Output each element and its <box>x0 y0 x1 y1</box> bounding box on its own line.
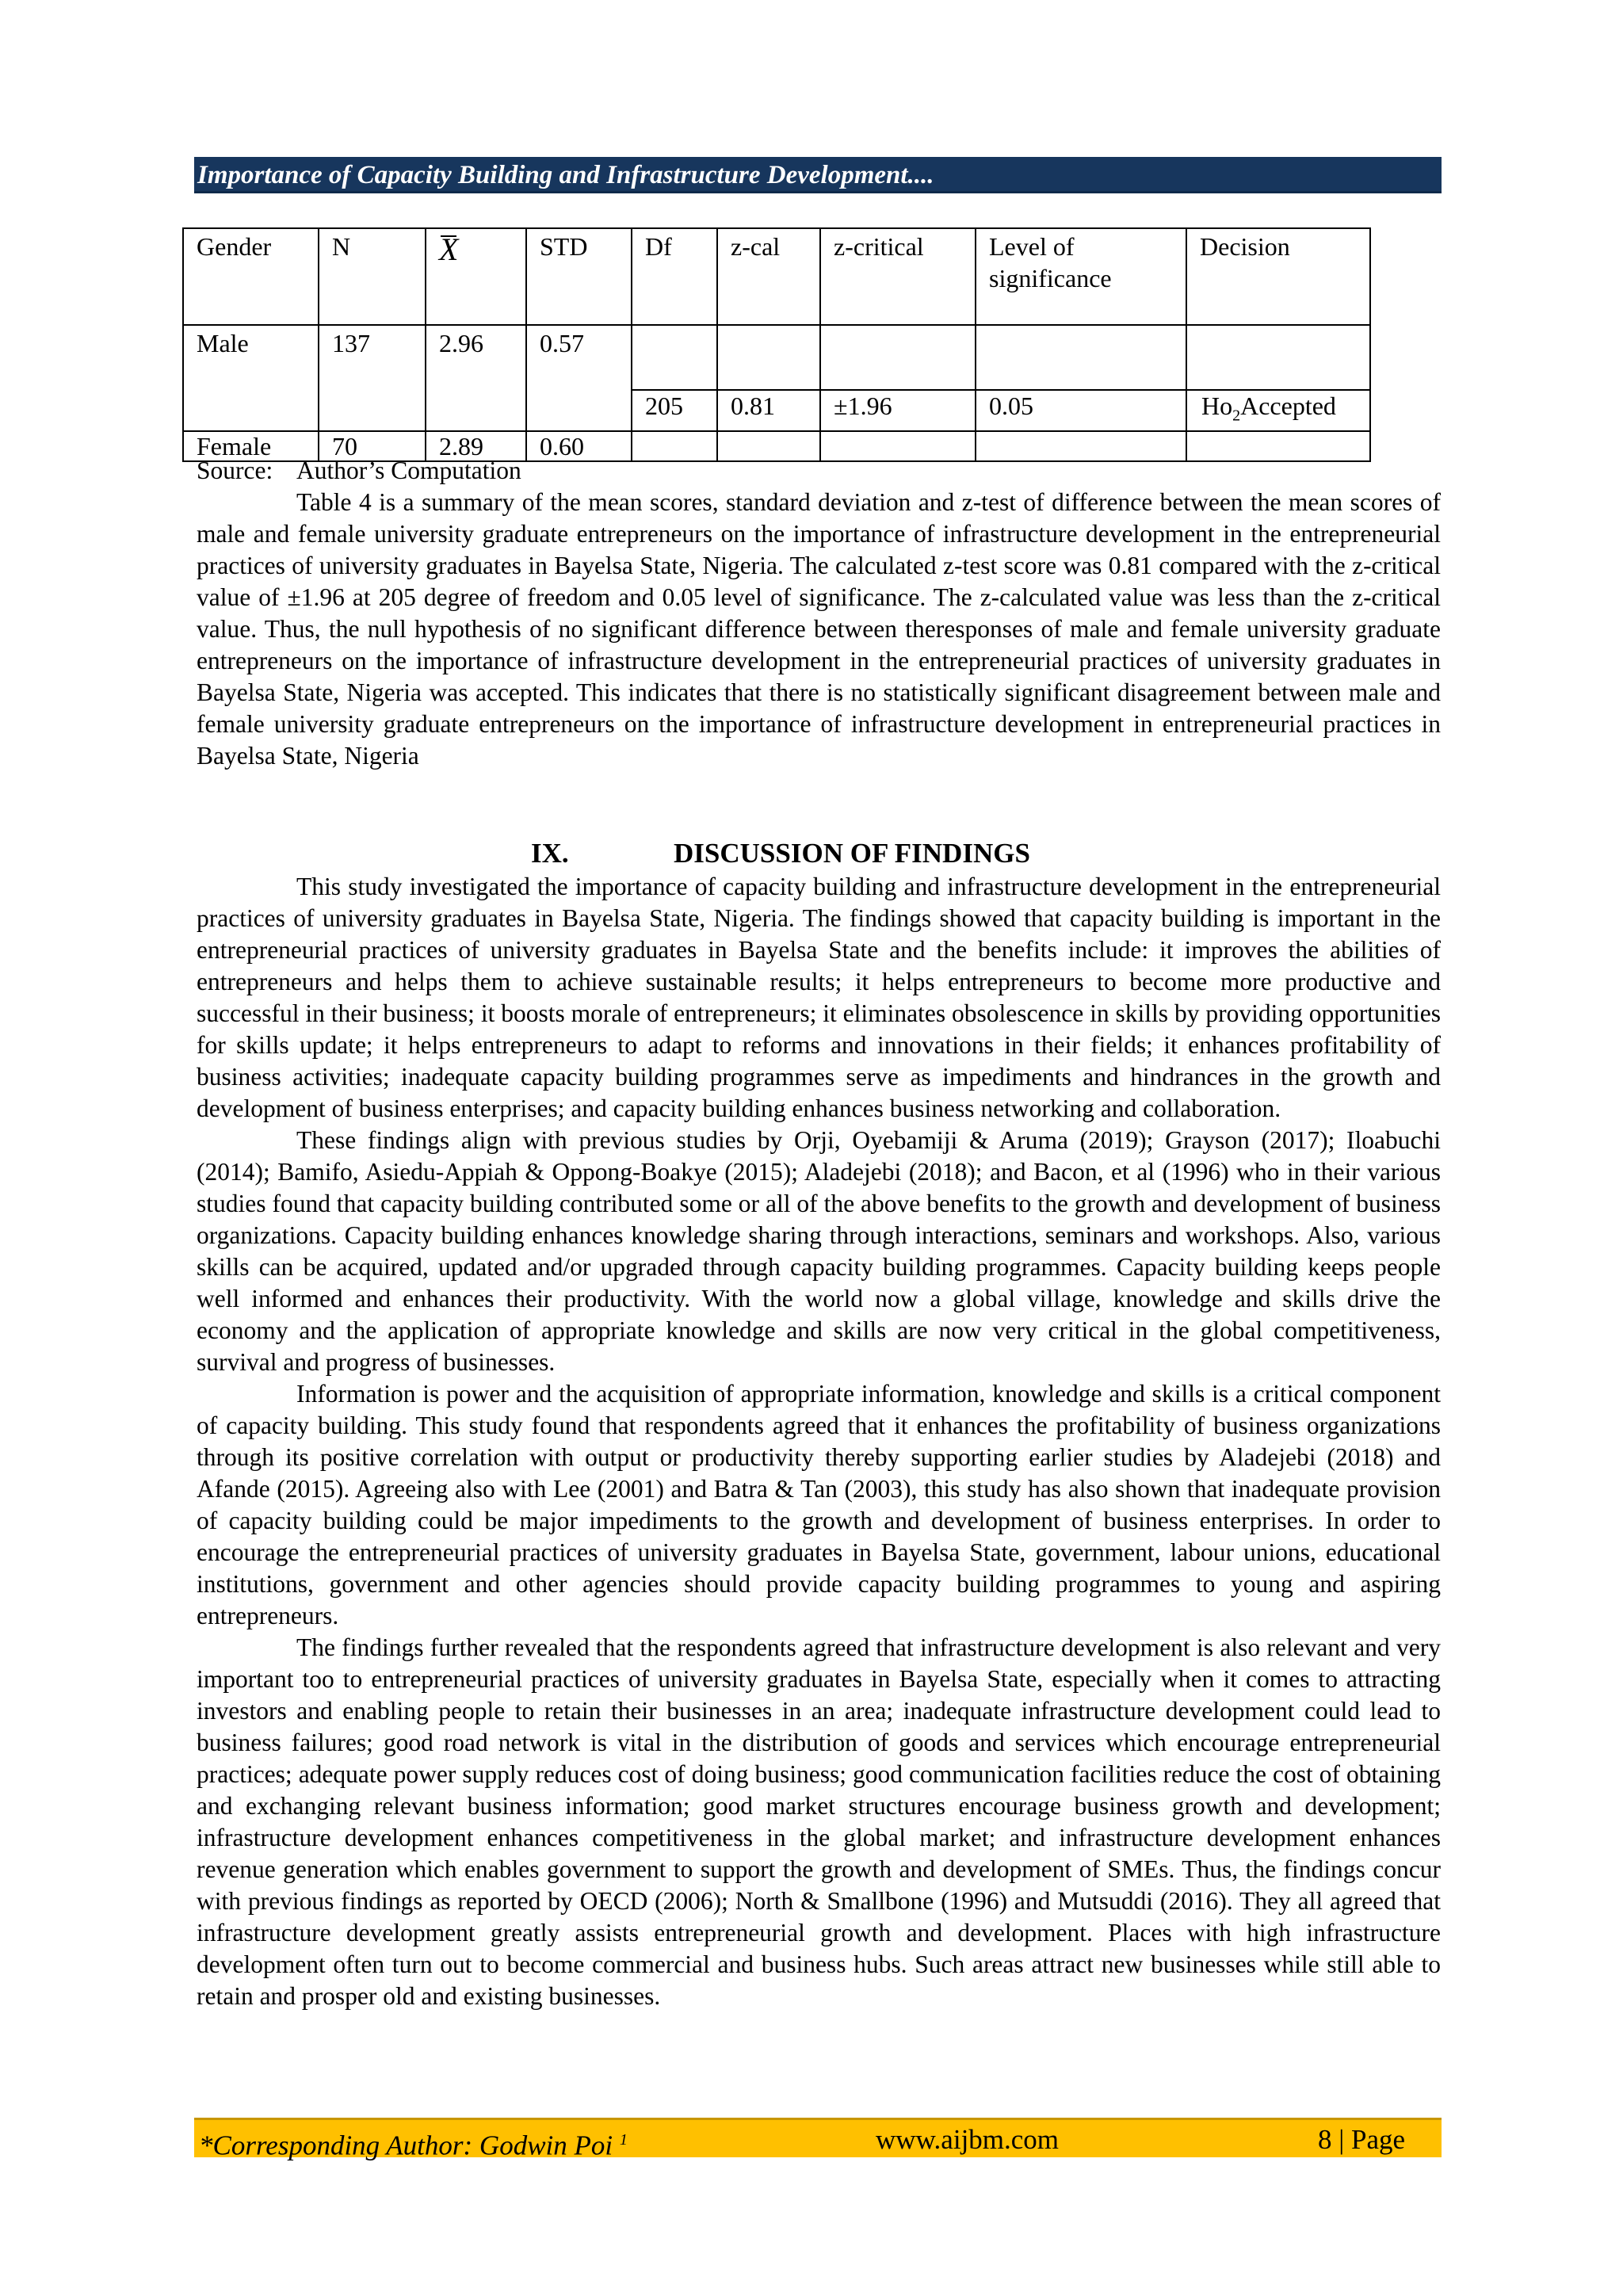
df-value: 205 <box>632 390 717 431</box>
paragraph: The findings further revealed that the respondents agreed that infrastructure development is also relevant and very important too to entrepreneurial practices of university graduates in Bayelsa State, especially when it comes to attracting investors and enabling people to retain their businesses in an area; inadequate infrastructure development could lead to business failures; good road network is vital in the distribution of goods and services which encourage entrepreneurial practices; adequate power supply reduces cost of doing business; good communication facilities reduce the cost of obtaining and exchanging relevant business information; good market structures encourage business growth and development; infrastructure development enhances competitiveness in the global market; and infrastructure development enhances revenue generation which enables government to support the growth and development of SMEs. Thus, the findings concur with previous findings as reported by OECD (2006); North & Smallbone (1996) and Mutsuddi (2016). They all agreed that infrastructure development greatly assists entrepreneurial growth and development. Places with high infrastructure development often turn out to become commercial and business hubs. Such areas attract new businesses while still able to retain and prosper old and existing businesses. <box>197 1633 1441 2010</box>
col-mean-header <box>426 228 526 325</box>
decision-value: $Ho_2Accepted$ <box>1186 390 1370 431</box>
section-heading <box>531 836 1030 871</box>
col-std-header: STD <box>526 228 632 325</box>
col-df-header: Df <box>632 228 717 325</box>
female-n: 70 <box>319 431 426 461</box>
paragraph: Information is power and the acquisition of appropriate information, knowledge and skills is a critical component of capacity building. This study found that respondents agreed that it enhances the profitability of business organizations through its positive correlation with output or productivity thereby supporting earlier studies by Aladejebi (2018) and Afande (2015). Agreeing also with Lee (2001) and Batra & Tan (2003), this study has also shown that inadequate provision of capacity building could be major impediments to the growth and development of business enterprises. In order to encourage the entrepreneurial practices of university graduates in Bayelsa State, government, labour unions, educational institutions, government and other agencies should provide capacity building programmes to young and aspiring entrepreneurs. <box>197 1380 1441 1629</box>
discussion-body <box>197 871 1441 2012</box>
corresponding-author: *Corresponding Author: Godwin Poi $^1$ <box>199 2130 628 2161</box>
table-header-row <box>183 228 1370 325</box>
col-zcrit-header: z-critical <box>820 228 976 325</box>
female-gender: Female <box>183 431 319 461</box>
table-row <box>183 325 1370 390</box>
journal-url[interactable]: www.aijbm.com <box>876 2124 1060 2155</box>
col-n-header: N <box>319 228 426 325</box>
mean-symbol: X <box>439 231 459 267</box>
zcal-value: 0.81 <box>717 390 820 431</box>
table-row <box>183 390 1370 431</box>
col-level-header: Level of significance <box>976 228 1186 325</box>
results-table <box>182 227 1371 462</box>
paragraph: This study investigated the importance of capacity building and infrastructure development in the entrepreneurial practices of university graduates in Bayelsa State, Nigeria. The findings showed that capacity building is important in the entrepreneurial practices of university graduates in Bayelsa State and the benefits include: it improves the abilities of entrepreneurs and helps them to achieve sustainable results; it helps entrepreneurs to become more productive and successful in their business; it boosts morale of entrepreneurs; it eliminates obsolescence in skills by providing opportunities for skills update; it helps entrepreneurs to adapt to reforms and innovations in their fields; it enhances profitability of business activities; inadequate capacity building programmes serve as impediments and hindrances in the growth and development of business enterprises; and capacity building enhances business networking and collaboration. <box>197 873 1441 1122</box>
page-footer <box>194 2118 1442 2161</box>
male-std: 0.57 <box>526 325 632 390</box>
male-mean: 2.96 <box>426 325 526 390</box>
level-value: 0.05 <box>976 390 1186 431</box>
female-std: 0.60 <box>526 431 632 461</box>
zcrit-value: ±1.96 <box>820 390 976 431</box>
col-gender-header: Gender <box>183 228 319 325</box>
col-zcal-header: z-cal <box>717 228 820 325</box>
paragraph: These findings align with previous studies by Orji, Oyebamiji & Aruma (2019); Grayson (2017); Iloabuchi (2014); Bamifo, Asiedu-Appiah & Oppong-Boakye (2015); Aladejebi (2018); and Bacon, et al (1996) who in their various studies found that capacity building contributed some or all of the above benefits to the growth and development of business organizations. Capacity building enhances knowledge sharing through interactions, seminars and workshops. Also, various skills can be acquired, updated and/or upgraded through capacity building programmes. Capacity building keeps people well informed and enhances their productivity. With the world now a global village, knowledge and skills drive the economy and the application of appropriate knowledge and skills are now very critical in the global competitiveness, survival and progress of businesses. <box>197 1126 1441 1376</box>
female-mean: 2.89 <box>426 431 526 461</box>
male-gender: Male <box>183 325 319 390</box>
section-number: IX. <box>531 838 569 869</box>
running-header: Importance of Capacity Building and Infrastructure Development.... <box>194 157 1442 193</box>
table-source: Source: Author’s Computation <box>197 457 521 484</box>
page-number: 8 | Page <box>1318 2124 1406 2155</box>
paragraph: Table 4 is a summary of the mean scores, standard deviation and z-test of difference between the mean scores of male and female university graduate entrepreneurs on the importance of infrastructure development in the entrepreneurial practices of university graduates in Bayelsa State, Nigeria. The calculated z-test score was 0.81 compared with the z-critical value of ±1.96 at 205 degree of freedom and 0.05 level of significance. The z-calculated value was less than the z-critical value. Thus, the null hypothesis of no significant difference between theresponses of male and female university graduate entrepreneurs on the importance of infrastructure development in the entrepreneurial practices of university graduates in Bayelsa State, Nigeria was accepted. This indicates that there is no statistically significant disagreement between male and female university graduate entrepreneurs on the importance of infrastructure development in entrepreneurial practices in Bayelsa State, Nigeria <box>197 488 1441 770</box>
section-title: DISCUSSION OF FINDINGS <box>674 838 1030 869</box>
table-summary <box>197 487 1441 772</box>
male-n: 137 <box>319 325 426 390</box>
col-decision-header: Decision <box>1186 228 1370 325</box>
